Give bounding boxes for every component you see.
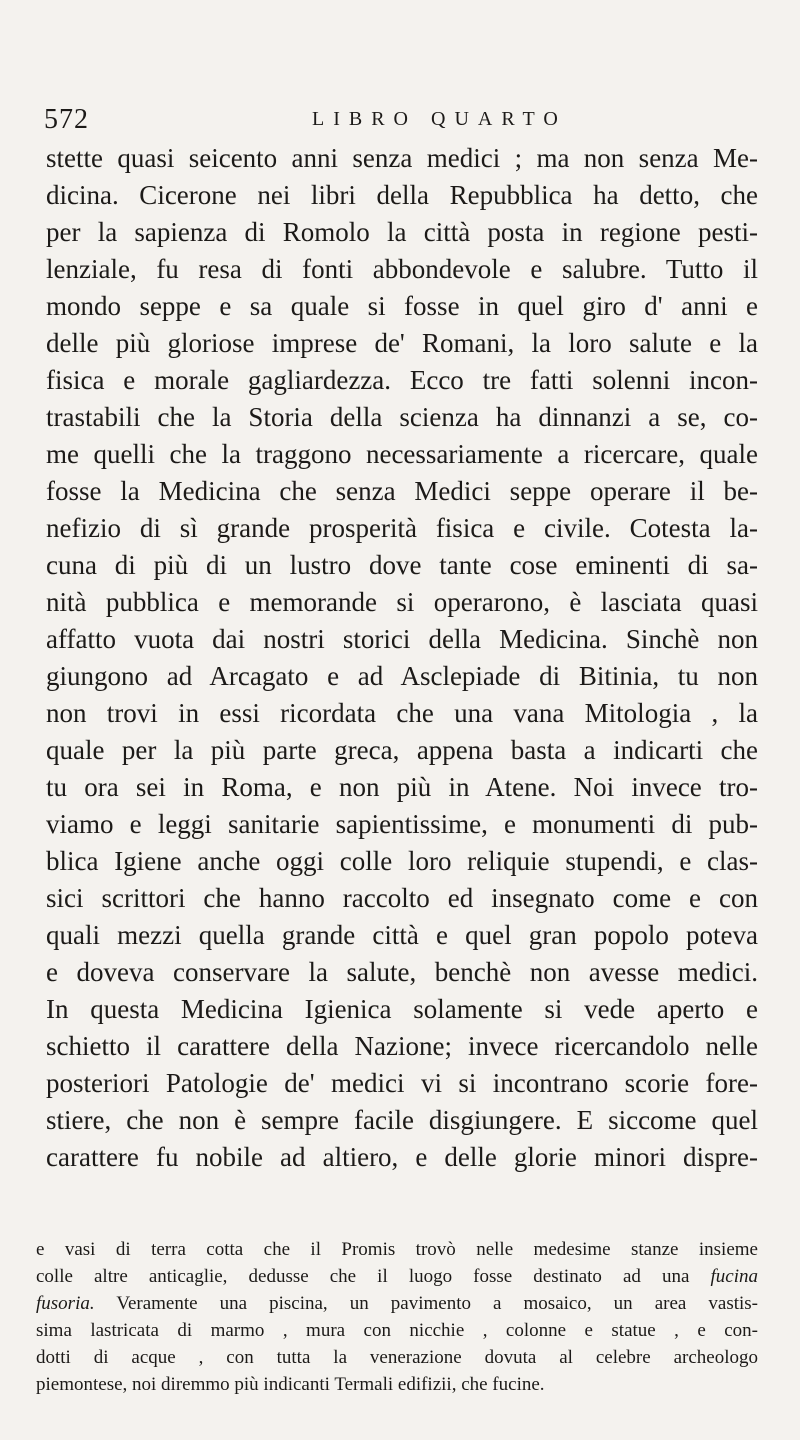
- text-line: giungono ad Arcagato e ad Asclepiade di Bitinia, tu non: [46, 661, 758, 691]
- text-line: blica Igiene anche oggi colle loro reliquie stupendi, e clas-: [46, 846, 758, 876]
- text-line: carattere fu nobile ad altiero, e delle glorie minori dispre-: [46, 1142, 758, 1172]
- text-line: nefizio di sì grande prosperità fisica e civile. Cotesta la-: [46, 513, 758, 543]
- main-text: [46, 140, 758, 1176]
- footnote-line: dotti di acque , con tutta la venerazione dovuta al celebre archeologo: [36, 1347, 758, 1368]
- text-line: e doveva conservare la salute, benchè non avesse medici.: [46, 957, 758, 987]
- text-line: schietto il carattere della Nazione; invece ricercandolo nelle: [46, 1031, 758, 1061]
- text-line: quale per la più parte greca, appena basta a indicarti che: [46, 735, 758, 765]
- text-line: affatto vuota dai nostri storici della Medicina. Sinchè non: [46, 624, 758, 654]
- footnote-text: Veramente una piscina, un pavimento a mosaico, un area vastis-: [94, 1293, 758, 1314]
- footnote-italic-term: fusoria.: [36, 1293, 95, 1314]
- text-line: fosse la Medicina che senza Medici seppe operare il be-: [46, 476, 758, 506]
- running-head: LIBRO QUARTO: [312, 108, 567, 130]
- text-line: mondo seppe e sa quale si fosse in quel giro d' anni e: [46, 291, 758, 321]
- footnote-line: [36, 1263, 758, 1290]
- footnote-line: piemontese, noi diremmo più indicanti Termali edifizii, che fucine.: [36, 1374, 545, 1395]
- text-line: per la sapienza di Romolo la città posta in regione pesti-: [46, 217, 758, 247]
- footnote-text: colle altre anticaglie, dedusse che il luogo fosse destinato ad una: [36, 1266, 711, 1287]
- text-line: stiere, che non è sempre facile disgiungere. E siccome quel: [46, 1105, 758, 1135]
- text-line: delle più gloriose imprese de' Romani, la loro salute e la: [46, 328, 758, 358]
- text-line: tu ora sei in Roma, e non più in Atene. Noi invece tro-: [46, 772, 758, 802]
- footnote-italic-term: fucina: [710, 1266, 758, 1287]
- page-header: [44, 100, 764, 140]
- text-line: trastabili che la Storia della scienza ha dinnanzi a se, co-: [46, 402, 758, 432]
- footnote-line: sima lastricata di marmo , mura con nicchie , colonne e statue , e con-: [36, 1320, 758, 1341]
- text-line: quali mezzi quella grande città e quel gran popolo poteva: [46, 920, 758, 950]
- text-line: dicina. Cicerone nei libri della Repubblica ha detto, che: [46, 180, 758, 210]
- text-line: nità pubblica e memorande si operarono, è lasciata quasi: [46, 587, 758, 617]
- footnote-line: e vasi di terra cotta che il Promis trovò nelle medesime stanze insieme: [36, 1239, 758, 1260]
- text-line: In questa Medicina Igienica solamente si vede aperto e: [46, 994, 758, 1024]
- text-line: viamo e leggi sanitarie sapientissime, e monumenti di pub-: [46, 809, 758, 839]
- text-line: non trovi in essi ricordata che una vana Mitologia , la: [46, 698, 758, 728]
- text-line: lenziale, fu resa di fonti abbondevole e salubre. Tutto il: [46, 254, 758, 284]
- page-number: 572: [44, 104, 89, 135]
- text-line: posteriori Patologie de' medici vi si incontrano scorie fore-: [46, 1068, 758, 1098]
- text-line: stette quasi seicento anni senza medici ; ma non senza Me-: [46, 143, 758, 173]
- text-line: sici scrittori che hanno raccolto ed insegnato come e con: [46, 883, 758, 913]
- footnote: [36, 1236, 758, 1398]
- text-line: me quelli che la traggono necessariamente a ricercare, quale: [46, 439, 758, 469]
- footnote-line: [36, 1290, 758, 1317]
- text-line: fisica e morale gagliardezza. Ecco tre fatti solenni incon-: [46, 365, 758, 395]
- text-line: cuna di più di un lustro dove tante cose eminenti di sa-: [46, 550, 758, 580]
